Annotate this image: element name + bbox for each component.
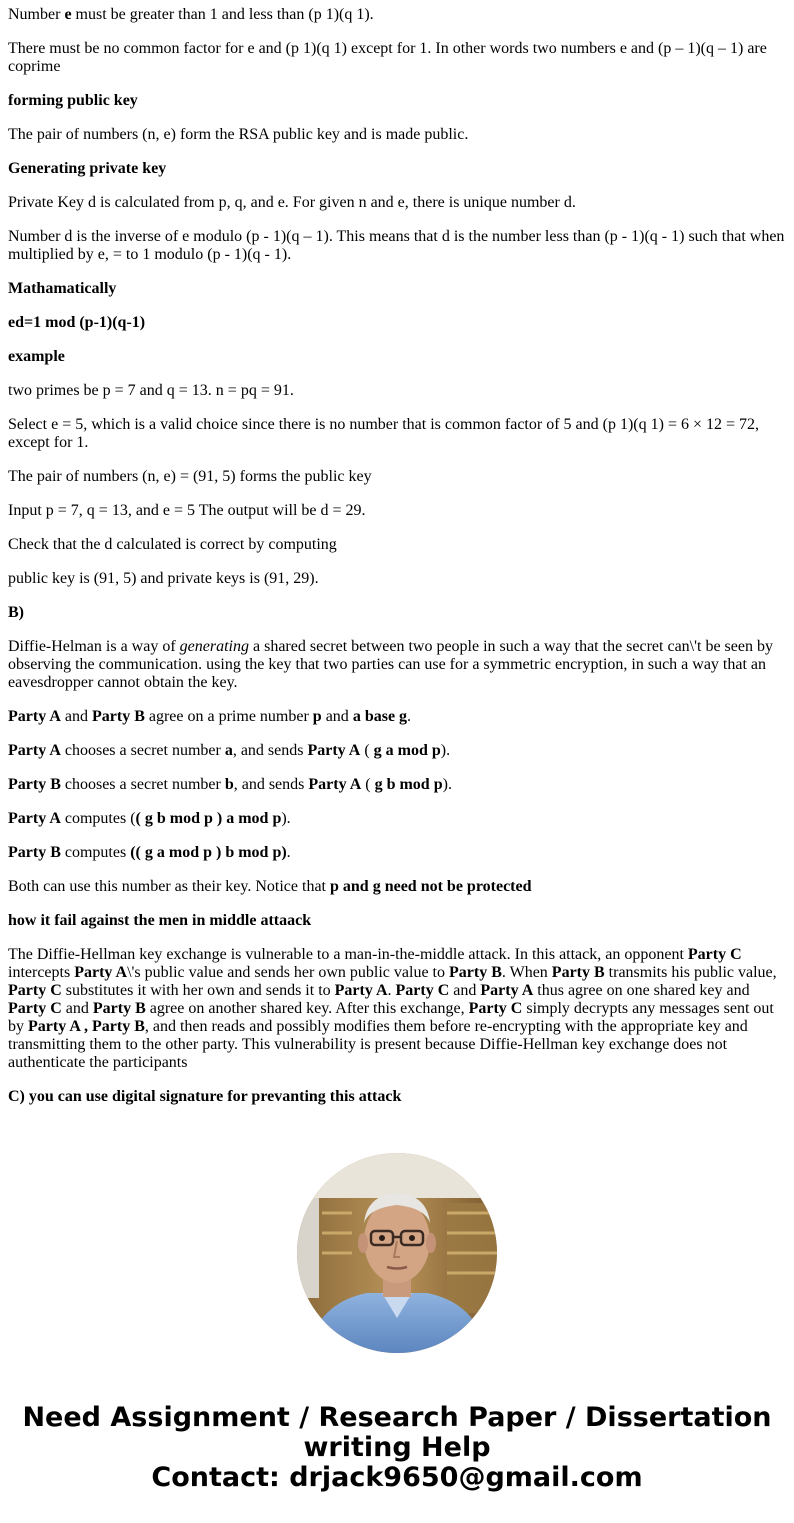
paragraph-both-key <box>8 878 786 896</box>
text: ( <box>361 776 375 793</box>
paragraph-diffie-helman <box>8 638 786 692</box>
text: , and sends <box>232 742 308 759</box>
text: Number <box>8 6 65 23</box>
text: ). <box>440 742 451 759</box>
promo-line-2: writing Help <box>303 1432 491 1463</box>
text: ). <box>281 810 291 827</box>
paragraph-keys <box>8 570 786 588</box>
bold-text: e <box>64 6 72 23</box>
bold-text: Party A <box>480 982 534 999</box>
text: chooses a secret number <box>60 742 225 759</box>
text: and <box>449 982 481 999</box>
text: substitutes it with her own and sends it to <box>61 982 335 999</box>
bold-text: Party B <box>449 964 502 981</box>
formula-ed <box>8 314 786 332</box>
paragraph-public-key <box>8 126 786 144</box>
promo-contact: Contact: drjack9650@gmail.com <box>151 1462 643 1493</box>
text: . <box>387 982 396 999</box>
text: and <box>321 708 353 725</box>
text: simply decrypts any messages sent out by <box>8 1000 774 1035</box>
bold-text: a base g <box>352 708 408 725</box>
paragraph-party-b-secret <box>8 776 786 794</box>
paragraph-inverse <box>8 228 786 264</box>
bold-text: g b mod p <box>374 776 443 793</box>
heading-example <box>8 348 786 366</box>
promo-footer <box>0 1403 794 1493</box>
bold-text: g a mod p <box>373 742 441 759</box>
text: ). <box>442 776 452 793</box>
text: agree on a prime number <box>144 708 313 725</box>
text: computes <box>60 844 131 861</box>
paragraph-primes <box>8 382 786 400</box>
bold-text: example <box>8 348 65 365</box>
paragraph-mitm <box>8 946 786 1072</box>
bold-text: Party B <box>8 844 61 861</box>
bold-text: Party C <box>8 1000 62 1017</box>
text: and <box>61 1000 93 1017</box>
text: Check that the d calculated is correct by computing <box>8 536 337 553</box>
bold-text: Party A <box>334 982 388 999</box>
bold-text: Party B <box>551 964 605 981</box>
bold-text: Party B <box>91 708 145 725</box>
bold-text: Party A <box>8 810 61 827</box>
bold-text: Party A <box>308 776 362 793</box>
paragraph-pair <box>8 468 786 486</box>
bold-text: p and g need not be protected <box>330 878 532 895</box>
text: The pair of numbers (n, e) = (91, 5) forms the public key <box>8 468 372 485</box>
author-avatar <box>297 1153 497 1353</box>
text: must be greater than 1 and less than (p 1)(q 1). <box>71 6 374 23</box>
text: ( <box>360 742 374 759</box>
text: There must be no common factor for e and (p 1)(q 1) except for 1. In other words two numbers e and (p – 1)(q – 1) are coprime <box>8 40 767 75</box>
bold-text: ( g b mod p ) a mod p <box>135 810 282 827</box>
text: thus agree on one shared key and <box>533 982 750 999</box>
bold-text: Party A <box>8 708 61 725</box>
paragraph-party-b-computes <box>8 844 786 862</box>
text: a shared secret between two people in such a way that the secret can\'t be seen by observing the communication. using the key that two parties can use for a symmetric encryption, in such a way that an eavesdropper cannot obtain the key. <box>8 638 773 691</box>
text: . <box>407 708 412 725</box>
paragraph-digital-signature <box>8 1088 786 1106</box>
bold-text: Party C <box>8 982 62 999</box>
bold-text: p <box>312 708 322 725</box>
bold-text: how it fail against the men in middle attaack <box>8 912 312 929</box>
text: transmits his public value, <box>604 964 777 981</box>
text: agree on another shared key. After this exchange, <box>145 1000 469 1017</box>
italic-text: generating <box>179 638 249 655</box>
bold-text: Party A <box>8 742 61 759</box>
bold-text: ed=1 mod (p-1)(q-1) <box>8 314 146 331</box>
paragraph-select-e <box>8 416 786 452</box>
bold-text: Party B <box>8 776 61 793</box>
text: Both can use this number as their key. Notice that <box>8 878 330 895</box>
paragraph-agree <box>8 708 786 726</box>
bold-text: Party C <box>468 1000 523 1017</box>
text: computes ( <box>60 810 136 827</box>
text: Input p = 7, q = 13, and e = 5 The output will be d = 29. <box>8 502 366 519</box>
text: . When <box>501 964 552 981</box>
text: The Diffie-Hellman key exchange is vulnerable to a man-in-the-middle attack. In this attack, an opponent <box>8 946 688 963</box>
text: , and then reads and possibly modifies them before re-encrypting with the appropriate key and transmitting them to the other party. This vulnerability is present because Diffie-Hellman key exchange does not authenticate the participants <box>8 1018 748 1071</box>
bold-text: C) you can use digital signature for prevanting this attack <box>8 1088 402 1105</box>
bold-text: Party C <box>395 982 450 999</box>
heading-b <box>8 604 786 622</box>
text: chooses a secret number <box>60 776 225 793</box>
text: public key is (91, 5) and private keys is (91, 29). <box>8 570 319 587</box>
heading-forming-public-key <box>8 92 786 110</box>
paragraph-coprime <box>8 40 786 76</box>
bold-text: Party A <box>307 742 361 759</box>
bold-text: Generating private key <box>8 160 167 177</box>
text: Private Key d is calculated from p, q, and e. For given n and e, there is unique number d. <box>8 194 576 211</box>
paragraph-e-range <box>8 6 786 24</box>
bold-text: Party B <box>92 1000 146 1017</box>
paragraph-private-key <box>8 194 786 212</box>
bold-text: forming public key <box>8 92 138 109</box>
text: Number d is the inverse of e modulo (p - 1)(q – 1). This means that d is the number less than (p - 1)(q - 1) such that when multiplied by e, = to 1 modulo (p - 1)(q - 1). <box>8 228 785 263</box>
bold-text: a <box>224 742 233 759</box>
text: . <box>286 844 291 861</box>
bold-text: (( g a mod p ) b mod p) <box>130 844 287 861</box>
promo-line-1: Need Assignment / Research Paper / Dissertation <box>22 1402 772 1433</box>
paragraph-party-a-secret <box>8 742 786 760</box>
bold-text: Party A , Party B <box>28 1018 145 1035</box>
text: and <box>60 708 92 725</box>
paragraph-party-a-computes <box>8 810 786 828</box>
heading-mathematically <box>8 280 786 298</box>
paragraph-input <box>8 502 786 520</box>
text: Select e = 5, which is a valid choice since there is no number that is common factor of 5 and (p 1)(q 1) = 6 × 12 = 72, except for 1. <box>8 416 760 451</box>
paragraph-check <box>8 536 786 554</box>
bold-text: Mathamatically <box>8 280 117 297</box>
text: \'s public value and sends her own public value to <box>127 964 449 981</box>
bold-text: Party C <box>687 946 742 963</box>
text: intercepts <box>8 964 75 981</box>
heading-mitm <box>8 912 786 930</box>
text: Diffie-Helman is a way of <box>8 638 180 655</box>
bold-text: Party A <box>74 964 128 981</box>
bold-text: b <box>224 776 234 793</box>
text: two primes be p = 7 and q = 13. n = pq = 91. <box>8 382 294 399</box>
text: , and sends <box>233 776 309 793</box>
heading-generating-private-key <box>8 160 786 178</box>
text: The pair of numbers (n, e) form the RSA public key and is made public. <box>8 126 469 143</box>
author-photo <box>297 1153 497 1353</box>
bold-text: B) <box>8 604 24 621</box>
